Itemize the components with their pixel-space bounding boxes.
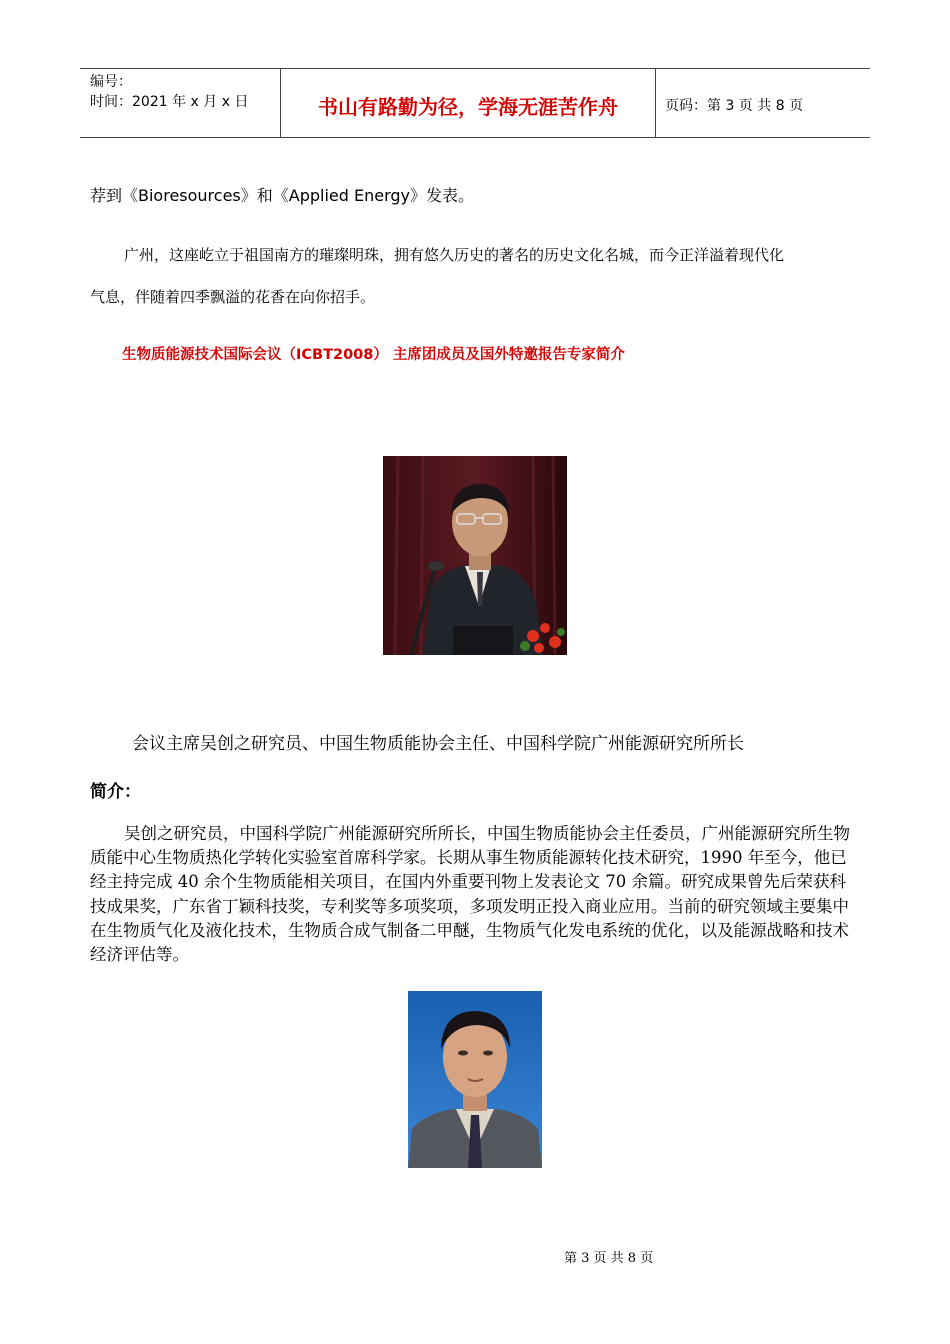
chairman-caption: 会议主席吴创之研究员、中国生物质能协会主任、中国科学院广州能源研究所所长 — [132, 734, 744, 754]
header-page-info: 页码：第 3 页 共 8 页 — [665, 98, 804, 114]
footer-page-number: 第 3 页 共 8 页 — [564, 1251, 654, 1266]
bio-paragraph — [90, 822, 858, 967]
expert-portrait-image — [408, 991, 542, 1168]
chairman-photo — [383, 456, 567, 655]
page-header — [80, 68, 870, 138]
header-motto: 书山有路勤为径，学海无涯苦作舟 — [318, 95, 618, 119]
date-label: 时间：2021 年 x 月 x 日 — [90, 94, 249, 110]
section-heading: 生物质能源技术国际会议（ICBT2008） 主席团成员及国外特邀报告专家简介 — [122, 347, 625, 363]
header-right-cell — [655, 69, 870, 137]
paragraph-continuation: 荐到《Bioresources》和《Applied Energy》发表。 — [90, 186, 475, 205]
serial-number-label: 编号： — [90, 74, 132, 90]
chairman-photo-image — [383, 456, 567, 655]
header-left-cell — [80, 69, 280, 137]
guangzhou-paragraph-line2: 气息，伴随着四季飘溢的花香在向你招手。 — [90, 288, 376, 306]
header-center-cell — [280, 69, 656, 137]
intro-heading: 简介： — [90, 782, 141, 802]
bio-text: 吴创之研究员，中国科学院广州能源研究所所长，中国生物质能协会主任委员，广州能源研究所生物质能中心生物质热化学转化实验室首席科学家。长期从事生物质能源转化技术研究，1990 年至今，他已经主持完成 40 余个生物质能相关项目，在国内外重要刊物上发表论文 70 余篇。研究成果曾先后荣获科技成果奖，广东省丁颖科技奖，专利奖等多项奖项，多项发明正投入商业应用。当前的研究领域主要集中在生物质气化及液化技术，生物质合成气制备二甲醚，生物质气化发电系统的优化，以及能源战略和技术经济评估等。 — [90, 824, 850, 965]
expert-portrait-photo — [408, 991, 542, 1168]
guangzhou-paragraph-line1: 广州，这座屹立于祖国南方的璀璨明珠，拥有悠久历史的著名的历史文化名城，而今正洋溢着现代化 — [124, 246, 785, 264]
